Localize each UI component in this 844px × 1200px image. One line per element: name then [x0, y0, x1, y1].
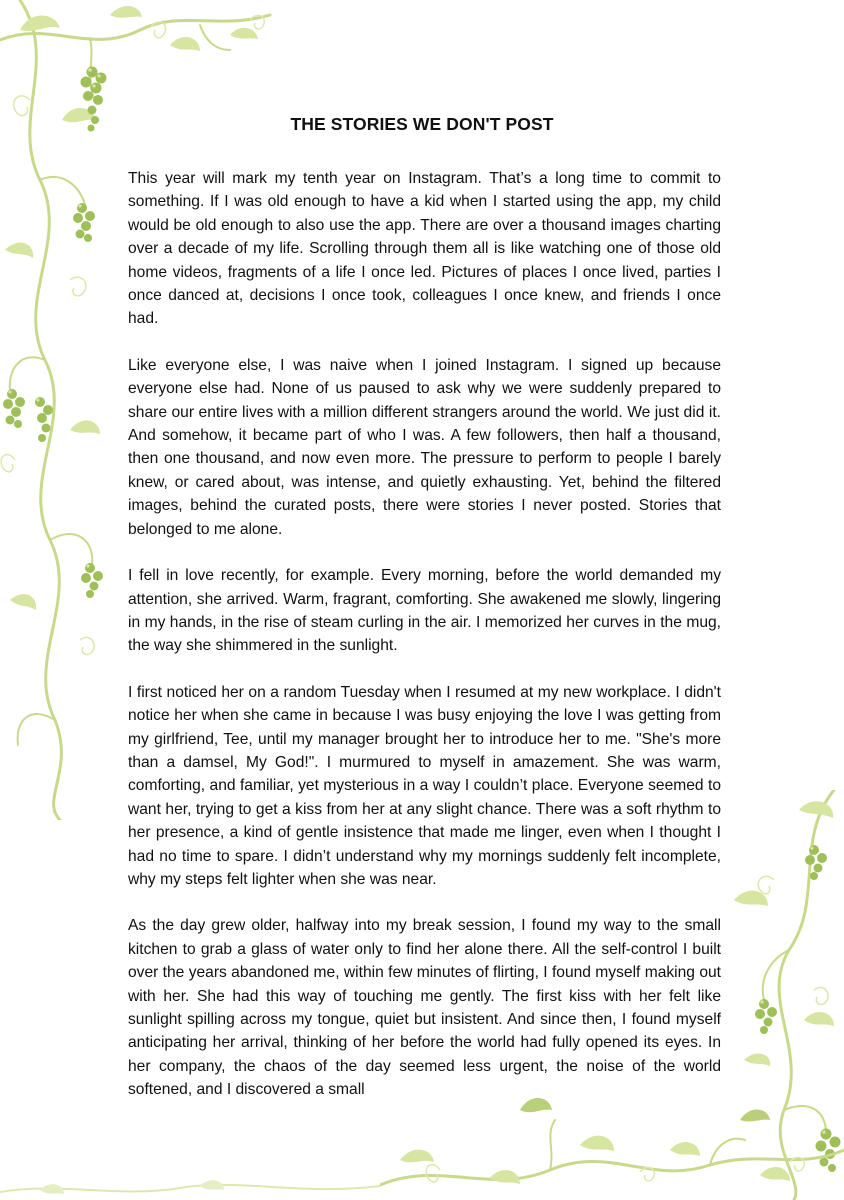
paragraph-4: I first noticed her on a random Tuesday when I resumed at my new workplace. I didn't notice her when she came in because I was busy enjoying the love I was getting from my girlfriend, Tee, until my manager brought her to introduce her to me. "She's more than a damsel, My God!". I murmured to myself in amazement. She was warm, comforting, and familiar, yet mysterious in a way I couldn’t place. Everyone seemed to want her, trying to get a kiss from her at any slight chance. There was a soft rhythm to her presence, a kind of gentle insistence that made me linger, even when I thought I had no time to spare. I didn’t understand why my mornings suddenly felt incomplete, why my steps felt lighter when she was near.: [128, 683, 721, 888]
paragraph-2: Like everyone else, I was naive when I joined Instagram. I signed up because everyone else had. None of us paused to ask why we were suddenly prepared to share our entire lives with a million different strangers around the world. We just did it. And somehow, it became part of who I was. A few followers, then half a thousand, then one thousand, and now even more. The pressure to perform to people I barely knew, or cared about, was intense, and quietly exhausting. Yet, behind the filtered images, behind the curated posts, there were stories I never posted. Stories that belonged to me alone.: [128, 356, 721, 538]
vine-border-right: [714, 790, 844, 1200]
document-body: [128, 167, 721, 1125]
vine-border-bottom-left: [0, 1170, 380, 1200]
vine-border-top: [0, 0, 300, 160]
paragraph-5: As the day grew older, halfway into my break session, I found my way to the small kitchen to grab a glass of water only to find her alone there. All the self-control I built over the years abandoned me, within few minutes of flirting, I found myself making out with her. She had this way of touching me gently. The first kiss with her felt like sunlight spilling across my tongue, quiet but insistent. And since then, I found myself anticipating her arrival, thinking of her before the world had fully opened its eyes. In her company, the chaos of the day seemed less urgent, the noise of the world softened, and I discovered a small: [128, 917, 721, 1099]
paragraph-1: This year will mark my tenth year on Instagram. That’s a long time to commit to something. If I was old enough to have a kid when I started using the app, my child would be old enough to also use the app. There are over a thousand images charting over a decade of my life. Scrolling through them all is like watching one of those old home videos, fragments of a life I once led. Pictures of places I once lived, parties I once danced at, decisions I once took, colleagues I once knew, and friends I once had.: [128, 170, 721, 328]
page-title: THE STORIES WE DON'T POST: [290, 114, 554, 134]
paragraph-3: I fell in love recently, for example. Every morning, before the world demanded my attention, she arrived. Warm, fragrant, comforting. She awakened me slowly, lingering in my hands, in the rise of steam curling in the air. I memorized her curves in the mug, the way she shimmered in the sunlight.: [128, 567, 721, 655]
